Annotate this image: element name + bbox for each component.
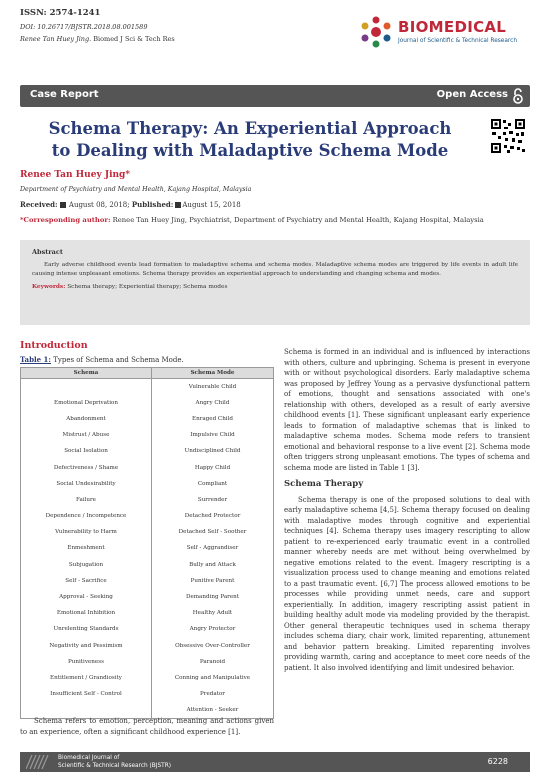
table-cell: Conning and Manipulative [151,670,273,686]
table-cell: Enmeshment [21,540,152,556]
logo-subtitle: Journal of Scientific & Technical Research [398,38,518,44]
abstract-heading: Abstract [32,248,63,256]
table-cell: Angry Child [151,395,273,411]
table-row [21,573,274,589]
corresponding-label: *Corresponding author: [20,216,111,224]
table-cell: Happy Child [151,459,273,475]
published-date: August 15, 2018 [182,201,241,209]
footer-line: Scientific & Technical Research (BJSTR) [58,762,171,769]
table-cell: Failure [21,492,152,508]
table-row [21,427,274,443]
table-cell: Defectiveness / Shame [21,459,152,475]
table-row [21,379,274,395]
abstract-box [20,240,530,325]
table-row [21,459,274,475]
table-row [21,508,274,524]
table-cell: Attention - Seeker [151,702,273,718]
table-header: Schema [21,368,152,379]
table-row [21,621,274,637]
article-type: Case Report [30,89,99,100]
table-cell: Entitlement / Grandiosity [21,670,152,686]
table-row [21,411,274,427]
table-cell: Social Undesirability [21,476,152,492]
table-cell: Bully and Attack [151,557,273,573]
author-citation [20,35,320,43]
table-row [21,443,274,459]
introduction-heading: Introduction [20,340,88,351]
article-title: Schema Therapy: An Experiential Approach to Dealing with Maladaptive Schema Mode [48,119,452,161]
table-caption-text: Types of Schema and Schema Mode. [53,356,184,364]
table-row [21,670,274,686]
issn: ISSN: 2574-1241 [20,8,101,18]
paragraph: Schema is formed in an individual and is influenced by interactions with others, culture and upbringing. Schema is present in everyone with or without psychological disorders. Early maladaptive schema was proposed by Jeffrey Young as a pervasive dysfunctional pattern of emotions, thought and sensations associated with one's relationship with others, developed as a result of early aversive childhood events [1]. These significant unpleasant early experience leads to formation of maladaptive schemas that is linked to maladaptive schema modes. Schema mode refers to transient emotional and behavioral response to a live event [2]. Schema mode often triggers strong unpleasant emotions. The types of schema and schema mode are listed in Table 1 [3]. [284,348,530,472]
table-row [21,654,274,670]
table-cell: Punitiveness [21,654,152,670]
table-cell: Emotional Inhibition [21,605,152,621]
table-cell: Negativity and Pessimism [21,638,152,654]
table-cell: Detached Self - Soother [151,524,273,540]
table-cell: Angry Protector [151,621,273,637]
doi-link[interactable]: DOI: 10.26717/BJSTR.2018.08.001589 [20,23,148,31]
table-cell: Surrender [151,492,273,508]
open-access-icon [512,88,524,104]
table-row [21,557,274,573]
table-row [21,605,274,621]
table-cell: Healthy Adult [151,605,273,621]
table-cell: Obsessive Over-Controller [151,638,273,654]
table-cell: Vulnerability to Harm [21,524,152,540]
table-row [21,476,274,492]
calendar-icon [60,202,66,208]
table-cell: Social Isolation [21,443,152,459]
table-cell: Detached Protector [151,508,273,524]
author-short: Renee Tan Huey Jing. [20,35,92,43]
article-type-banner [20,85,530,107]
received-date: August 08, 2018; [68,201,130,209]
author-affiliation: Department of Psychiatry and Mental Health, Kajang Hospital, Malaysia [20,186,252,193]
published-label: Published: [131,200,174,209]
abstract-text: Early adverse childhood events lead formation to maladaptive schema and schema modes. Maladaptive schema modes are triggered by life events in adult life causing intense unpleasant emotions. Schema therapy provides an experiential approach to understanding and changing schema and modes. [32,262,518,277]
table-label-link[interactable]: Table 1: [20,355,51,364]
table-cell: Impulsive Child [151,427,273,443]
calendar-icon [175,202,181,208]
paragraph: Schema therapy is one of the proposed solutions to deal with early maladaptive schema [4,5]. Schema therapy focused on dealing with maladaptive modes through cognitive and experiential techniques [4]. Schema therapy uses imagery rescripting to allow patient to re-experienced early traumatic event in a controlled manner whereby needs are met without being overwhelmed by negative emotions related to the event. Imagery rescripting is a visualization process used to change meaning and emotions related to a past traumatic event. [6,7] The process allowed emotions to be processes while providing unmet needs, care and support experientially. In addition, imagery rescripting assist patient in building healthy adult mode via modeling provided by the therapist. Other general therapeutic techniques used in schema therapy includes schema diary, chair work, limited reparenting, attunement and behavior pattern breaking. Limited reparenting involves providing warmth, caring and acceptance to meet core needs of the patient. It also involved identifying and limit undesired behavior. [284,495,530,672]
table-cell: Approval - Seeking [21,589,152,605]
biomedical-logo-icon [358,14,394,50]
keywords [32,284,518,290]
journal-short: Biomed J Sci & Tech Res [93,35,175,43]
table-caption [20,355,184,364]
article-dates [20,200,241,209]
table-cell: Self - Sacrifice [21,573,152,589]
table-cell: Punitive Parent [151,573,273,589]
author-name: Renee Tan Huey Jing* [20,170,131,180]
table-cell: Self - Aggrandiser [151,540,273,556]
table-cell: Demanding Parent [151,589,273,605]
schema-table [20,367,274,719]
table-row [21,492,274,508]
page-number: 6228 [487,757,508,766]
open-access-label: Open Access [436,89,508,100]
left-paragraph: Schema refers to emotion, perception, meaning and actions given to an experience, often a significant childhood experience [1]. [20,717,274,736]
table-row [21,686,274,702]
table-cell: Undisciplined Child [151,443,273,459]
table-row [21,524,274,540]
schema-table-body [21,379,274,719]
table-row [21,540,274,556]
table-cell: Compliant [151,476,273,492]
corresponding-text: Renee Tan Huey Jing, Psychiatrist, Department of Psychiatry and Mental Health, Kajang Hospital, Malaysia [112,216,484,224]
table-cell: Insufficient Self - Control [21,686,152,702]
header-meta [20,8,320,43]
table-row [21,395,274,411]
table-row [21,638,274,654]
table-row [21,589,274,605]
received-label: Received: [20,200,58,209]
corresponding-author [20,216,530,224]
section-heading: Schema Therapy [284,479,364,489]
journal-logo[interactable] [358,14,528,54]
logo-title: BIOMEDICAL [398,18,507,36]
keywords-label: Keywords: [32,283,66,290]
keywords-list: Schema therapy; Experiential therapy; Schema modes [67,283,228,290]
table-cell: Vulnerable Child [151,379,273,395]
table-cell: Emotional Deprivation [21,395,152,411]
table-cell: Subjugation [21,557,152,573]
footer-journal [58,755,171,770]
table-cell [21,379,152,395]
table-cell: Enraged Child [151,411,273,427]
table-cell: Abandonment [21,411,152,427]
table-cell: Paranoid [151,654,273,670]
table-cell: Unrelenting Standards [21,621,152,637]
right-column [284,347,530,673]
stripes-icon [26,755,50,769]
footer-line: Biomedical Journal of [58,755,120,761]
table-cell: Dependence / Incompetence [21,508,152,524]
table-header: Schema Mode [151,368,273,379]
table-cell: Predator [151,686,273,702]
table-cell: Mistrust / Abuse [21,427,152,443]
page-footer [20,752,530,772]
qr-code-icon[interactable] [490,118,526,154]
